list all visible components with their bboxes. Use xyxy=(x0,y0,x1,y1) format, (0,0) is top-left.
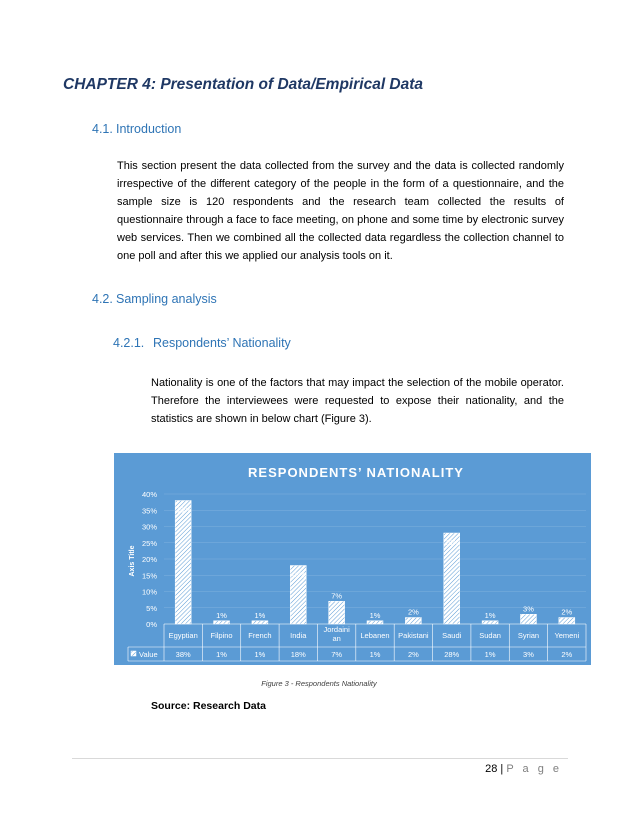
page-footer xyxy=(440,763,562,775)
table-value: 38% xyxy=(175,650,191,659)
section-heading-sampling xyxy=(92,292,217,306)
nationality-chart xyxy=(114,453,591,665)
category-label: an xyxy=(332,634,341,643)
data-label: 2% xyxy=(407,607,419,617)
data-label: 3% xyxy=(523,604,534,614)
footer-divider xyxy=(72,758,568,759)
table-value: 1% xyxy=(484,650,496,659)
y-tick-label: 5% xyxy=(146,603,157,613)
bar xyxy=(175,501,191,625)
bar xyxy=(520,614,536,624)
data-label: 1% xyxy=(484,610,496,620)
data-label: 1% xyxy=(369,610,381,620)
chapter-title: CHAPTER 4: Presentation of Data/Empirical Data xyxy=(63,76,424,93)
bar xyxy=(252,621,268,624)
data-label: 7% xyxy=(331,591,343,601)
bar xyxy=(405,618,421,625)
y-tick-label: 0% xyxy=(146,620,157,629)
section-title: Respondents’ Nationality xyxy=(153,336,291,350)
y-tick-label: 20% xyxy=(141,555,157,564)
legend-key xyxy=(131,651,136,656)
table-value: 7% xyxy=(331,650,343,659)
section-title: Sampling analysis xyxy=(116,292,217,306)
intro-paragraph: This section present the data collected from the survey and the data is collected randomly irrespective of the different category of the people in the form of a questionnaire, and the sample size is 120 respondents and the research team collected the results of questionnaire through a face to face meeting, on phone and some time by electronic survey web services. Then we combined all the collected data regardless the collection channel to one poll and after this we applied our analysis tools on it. xyxy=(117,160,564,262)
data-label: 38% xyxy=(175,505,191,515)
figure-caption: Figure 3 - Respondents Nationality xyxy=(261,679,377,688)
page-number: 28 xyxy=(485,763,498,775)
table-value: 28% xyxy=(444,650,460,659)
bar xyxy=(329,601,345,624)
data-label: 2% xyxy=(561,607,573,617)
y-tick-label: 10% xyxy=(141,587,157,597)
category-label: Yemeni xyxy=(554,631,580,640)
y-tick-label: 25% xyxy=(141,538,157,548)
category-label: Syrian xyxy=(517,631,540,640)
data-label: 18% xyxy=(290,570,306,580)
table-value: 1% xyxy=(254,650,266,659)
table-value: 1% xyxy=(369,650,381,659)
data-label: 28% xyxy=(444,538,460,547)
section-number: 4.1. xyxy=(92,122,113,136)
y-tick-label: 15% xyxy=(141,571,157,581)
y-tick-label: 40% xyxy=(141,490,157,499)
y-tick-label: 35% xyxy=(141,506,157,516)
category-label: Filpino xyxy=(210,631,233,640)
bar xyxy=(367,621,383,624)
nationality-paragraph: Nationality is one of the factors that may impact the selection of the mobile operator. Therefore the interviewees were requested to expose their nationality, and the statistics are shown in below chart (Figure 3). xyxy=(151,377,564,425)
category-label: India xyxy=(290,631,307,640)
section-number: 4.2. xyxy=(92,292,113,306)
source-note: Source: Research Data xyxy=(151,700,266,712)
category-label: Sudan xyxy=(479,631,501,640)
chart-title: RESPONDENTS’ NATIONALITY xyxy=(248,465,464,480)
page-word: P a g e xyxy=(506,763,562,775)
nationality-chart-svg xyxy=(114,453,591,665)
table-value: 3% xyxy=(523,650,534,659)
series-name: Value xyxy=(139,650,158,659)
category-label: French xyxy=(248,631,272,640)
section-number: 4.2.1. xyxy=(113,336,145,350)
table-value: 1% xyxy=(216,650,227,659)
category-label: Lebanen xyxy=(360,631,390,640)
bar xyxy=(214,621,230,624)
data-label: 1% xyxy=(216,610,227,620)
table-value: 2% xyxy=(561,650,573,659)
bar xyxy=(559,618,575,625)
category-label: Pakistani xyxy=(398,631,429,640)
table-value: 18% xyxy=(290,650,306,659)
category-label: Saudi xyxy=(442,631,462,640)
bar xyxy=(482,621,498,624)
category-label: Egyptian xyxy=(168,631,198,640)
category-label: Jordaini xyxy=(323,625,350,634)
footer-separator: | xyxy=(500,763,504,775)
y-tick-label: 30% xyxy=(141,522,157,532)
table-value: 2% xyxy=(407,650,419,659)
section-heading-nationality xyxy=(113,336,291,350)
y-axis-title: Axis Title xyxy=(129,545,136,577)
section-title: Introduction xyxy=(116,122,182,136)
data-label: 1% xyxy=(254,610,266,620)
section-heading-introduction xyxy=(92,122,181,136)
